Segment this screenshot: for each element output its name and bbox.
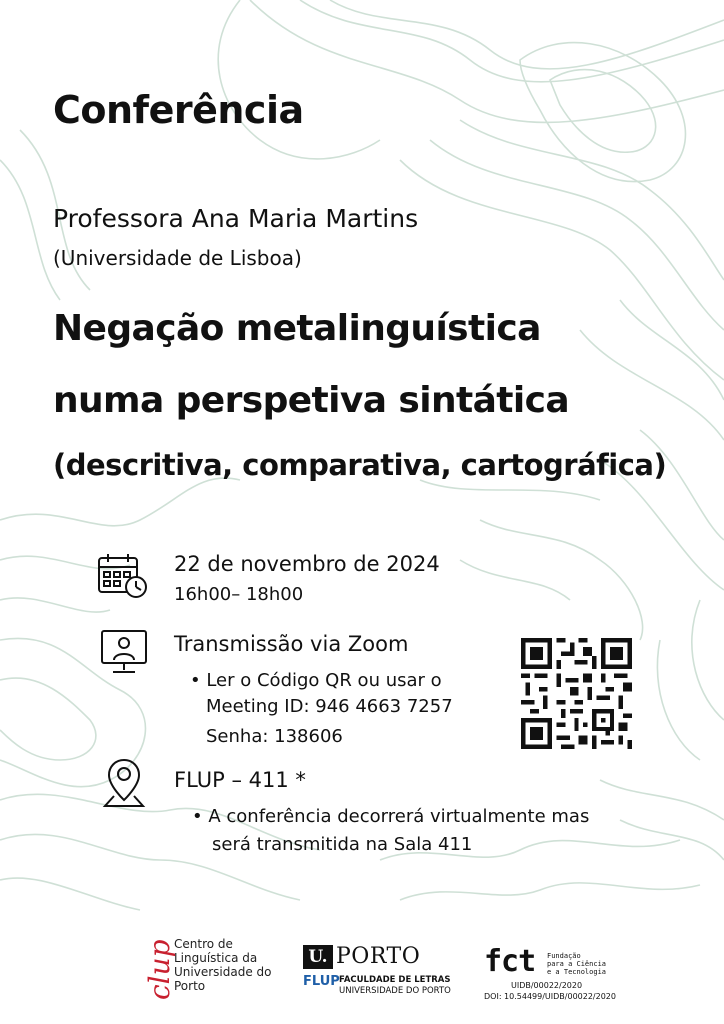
event-time: 16h00– 18h00 — [174, 584, 304, 605]
flup-logo: FLUP — [303, 974, 340, 989]
location-pin-icon — [102, 756, 146, 810]
fct-doi: DOI: 10.54499/UIDB/00022/2020 — [484, 992, 616, 1001]
fct-name — [547, 952, 606, 976]
flup-university: UNIVERSIDADE DO PORTO — [339, 986, 451, 996]
clup-name — [174, 937, 271, 993]
clup-line: Centro de — [174, 937, 233, 951]
venue-bullet-text: A conferência decorrerá virtualmente mas — [208, 806, 590, 827]
video-conference-icon — [99, 628, 149, 678]
flup-faculty: FACULDADE DE LETRAS — [339, 975, 451, 985]
talk-title-line-1: Negação metalinguística — [53, 308, 541, 349]
fct-name-line: Fundação — [547, 952, 581, 960]
fct-name-line: para a Ciência — [547, 960, 607, 968]
meeting-id: Meeting ID: 946 4663 7257 — [206, 696, 453, 717]
calendar-clock-icon — [97, 552, 149, 600]
talk-title-line-2: numa perspetiva sintática — [53, 380, 570, 421]
meeting-password: Senha: 138606 — [206, 726, 343, 747]
event-type-heading: Conferência — [53, 88, 304, 132]
venue-bullet: • A conferência decorrerá virtualmente mas — [192, 806, 590, 827]
qr-code-icon[interactable] — [521, 638, 632, 749]
zoom-bullet-text: Ler o Código QR ou usar o — [206, 670, 442, 691]
uporto-logo-mark: U. — [303, 945, 333, 969]
zoom-bullet: • Ler o Código QR ou usar o — [190, 670, 442, 691]
clup-logo: clup — [143, 939, 176, 1000]
zoom-heading: Transmissão via Zoom — [174, 632, 409, 656]
speaker-name: Professora Ana Maria Martins — [53, 204, 419, 233]
fct-logo: fct — [484, 944, 536, 979]
talk-subtitle: (descritiva, comparativa, cartográfica) — [53, 448, 667, 482]
clup-line: Linguística da — [174, 951, 258, 965]
speaker-affiliation: (Universidade de Lisboa) — [53, 246, 302, 270]
event-date: 22 de novembro de 2024 — [174, 552, 440, 576]
fct-project-id: UIDB/00022/2020 — [511, 981, 583, 990]
venue-heading: FLUP – 411 * — [174, 768, 306, 792]
fct-name-line: e a Tecnologia — [547, 968, 607, 976]
uporto-logo-word: PORTO — [336, 944, 421, 969]
clup-line: Universidade do — [174, 965, 272, 979]
venue-bullet-continuation: será transmitida na Sala 411 — [212, 834, 473, 855]
clup-line: Porto — [174, 979, 206, 993]
